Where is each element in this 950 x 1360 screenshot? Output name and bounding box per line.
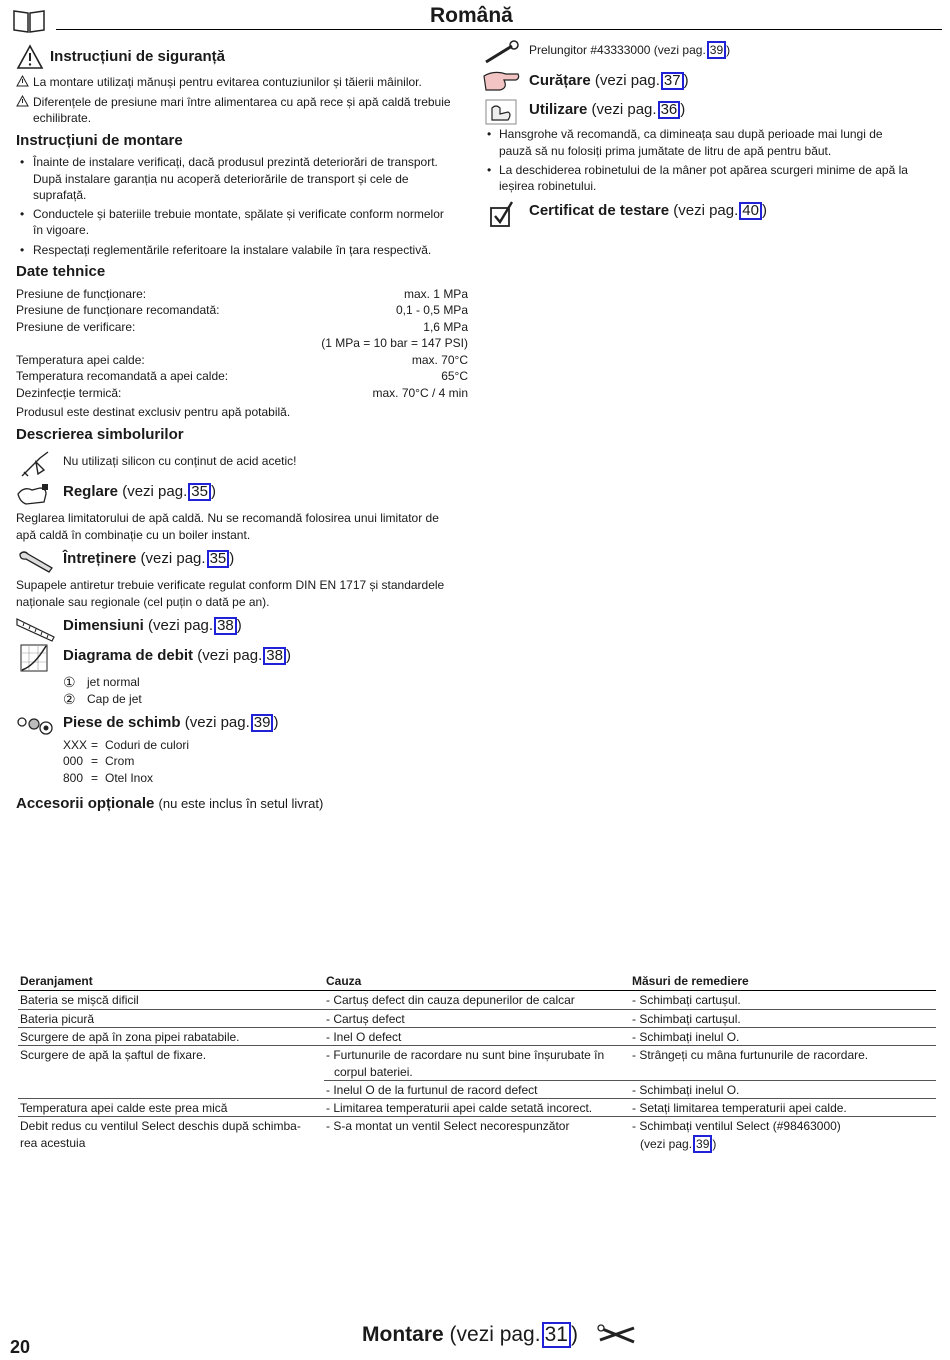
table-divider [18, 1009, 936, 1010]
table-cell: - Inel O defect [326, 1030, 402, 1044]
warning-icon [16, 75, 29, 92]
table-cell: - Schimbați cartușul. [632, 1012, 741, 1026]
parts-ref: (vezi pag. [184, 714, 250, 731]
clean-ref: (vezi pag. [594, 72, 660, 89]
paren: ) [712, 1137, 717, 1151]
flow-heading [63, 647, 291, 665]
maint-ref: (vezi pag. [140, 550, 206, 567]
spec-value: (1 MPa = 10 bar = 147 PSI) [321, 336, 468, 350]
cleaning-hand-icon [482, 68, 522, 101]
right-text: ieșirea robinetului. [499, 179, 597, 193]
flow-title: Diagrama de debit [63, 647, 194, 664]
spec-value: max. 70°C / 4 min [372, 386, 468, 400]
safety-item: La montare utilizați mănuși pentru evitarea contuziunilor și tăierii mâinilor. [33, 75, 422, 89]
table-cell: corpul bateriei. [334, 1065, 413, 1079]
table-cell: - S-a montat un ventil Select necorespunzător [326, 1119, 570, 1133]
spec-value: 0,1 - 0,5 MPa [395, 303, 468, 317]
right-text: Hansgrohe vă recomandă, ca dimineața sau după perioade mai lungi de [499, 127, 883, 141]
table-cell: - Schimbați inelul O. [632, 1083, 740, 1097]
parts-title: Piese de schimb [63, 714, 181, 731]
footer-heading [362, 1322, 578, 1348]
bullet: • [487, 163, 492, 177]
page-link[interactable]: 40 [739, 202, 762, 220]
paren: ) [210, 483, 216, 500]
spec-value: max. 70°C [411, 353, 468, 367]
symbols-title: Descrierea simbolurilor [16, 426, 184, 443]
use-ref: (vezi pag. [591, 101, 657, 118]
cert-heading [529, 202, 767, 220]
eq: = [91, 754, 99, 768]
warning-icon [16, 44, 44, 70]
table-cell: Scurgere de apă la șaftul de fixare. [20, 1048, 207, 1062]
table-cell: Debit redus cu ventilul Select deschis după schimba- [20, 1119, 301, 1133]
header-rule [56, 29, 942, 30]
spec-label: Temperatura recomandată a apei calde: [16, 369, 229, 383]
spec-label: Temperatura apei calde: [16, 353, 145, 367]
table-divider [18, 1045, 936, 1046]
adjust-ref: (vezi pag. [122, 483, 188, 500]
table-cell: - Setați limitarea temperaturii apei calde. [632, 1101, 847, 1115]
ext-text: Prelungitor #43333000 (vezi pag. [529, 43, 706, 57]
code: XXX [63, 738, 88, 752]
footer-title: Montare [362, 1323, 444, 1346]
ref-text: (vezi pag. [640, 1137, 693, 1151]
table-cell: - Strângeți cu mâna furtunurile de racordare. [632, 1048, 869, 1062]
warning-icon [16, 95, 29, 112]
table-cell: - Cartuș defect [326, 1012, 405, 1026]
code-name: Coduri de culori [105, 738, 190, 752]
flow-label: Cap de jet [87, 692, 142, 706]
page-link[interactable]: 37 [661, 72, 684, 90]
flow-num: ① [63, 674, 76, 690]
page-number: 20 [10, 1337, 31, 1357]
maint-text: naționale sau regionale (cel puțin o dată pe an). [16, 595, 270, 609]
table-cell: - Schimbați cartușul. [632, 993, 741, 1007]
table-cell [640, 1135, 716, 1153]
code-name: Crom [105, 754, 135, 768]
ext-line [529, 41, 730, 59]
page-link[interactable]: 39 [251, 714, 274, 732]
table-cell: Bateria picură [20, 1012, 95, 1026]
spec-row [16, 286, 468, 302]
flow-diagram-icon [20, 644, 48, 677]
parts-heading [63, 714, 278, 732]
use-title: Utilizare [529, 101, 588, 118]
maint-heading [63, 550, 234, 568]
tech-note: Produsul este destinat exclusiv pentru apă potabilă. [16, 405, 291, 419]
spec-row [16, 319, 468, 335]
column-header: Măsuri de remediere [632, 974, 749, 988]
paren: ) [570, 1323, 578, 1346]
cert-title: Certificat de testare [529, 202, 670, 219]
paren: ) [761, 202, 767, 219]
page-link[interactable]: 39 [693, 1135, 712, 1153]
column-header: Deranjament [20, 974, 93, 988]
footer-ref: (vezi pag. [449, 1323, 541, 1346]
eq: = [91, 738, 99, 752]
clean-heading [529, 72, 689, 90]
page-link[interactable]: 36 [658, 101, 681, 119]
bullet: • [20, 155, 25, 169]
dims-heading [63, 617, 242, 635]
right-text: La deschiderea robinetului de la mâner pot apărea scurgeri minime de apă la [499, 163, 908, 177]
book-icon [12, 8, 46, 34]
page-title: Română [430, 4, 513, 27]
cert-ref: (vezi pag. [673, 202, 739, 219]
code-name: Otel Inox [105, 771, 154, 785]
mounting-text: Respectați reglementările referitoare la instalare valabile în țara respectivă. [33, 243, 432, 257]
use-heading [529, 101, 685, 119]
acc-title: Accesorii opționale [16, 795, 155, 812]
page-link[interactable]: 31 [542, 1322, 571, 1348]
paren: ) [680, 101, 686, 118]
eq: = [91, 771, 99, 785]
paren: ) [683, 72, 689, 89]
table-cell: - Schimbați ventilul Select (#98463000) [632, 1119, 841, 1133]
safety-title: Instrucțiuni de siguranță [50, 48, 226, 65]
safety-item: echilibrate. [33, 111, 92, 125]
extension-icon [484, 40, 520, 71]
code-row [63, 753, 134, 770]
maint-text: Supapele antiretur trebuie verificate regulat conform DIN EN 1717 și standardele [16, 578, 445, 592]
table-cell: - Inelul O de la furtunul de racord defect [326, 1083, 538, 1097]
mounting-text: Înainte de instalare verificați, dacă produsul prezintă deteriorări de transport. [33, 155, 438, 169]
table-cell: - Cartuș defect din cauza depunerilor de calcar [326, 993, 575, 1007]
spec-value: 65°C [441, 369, 468, 383]
paren: ) [229, 550, 235, 567]
certificate-icon [490, 200, 514, 233]
tools-icon [596, 1320, 638, 1355]
spec-label: Presiune de funcționare: [16, 287, 147, 301]
dims-title: Dimensiuni [63, 617, 144, 634]
table-cell: - Schimbați inelul O. [632, 1030, 740, 1044]
right-text: pauză să nu folosiți prima jumătate de litru de apă pentru băut. [499, 144, 832, 158]
paren: ) [236, 617, 242, 634]
spec-row [16, 385, 468, 401]
spec-value: max. 1 MPa [403, 287, 468, 301]
clean-title: Curățare [529, 72, 591, 89]
tech-title: Date tehnice [16, 263, 106, 280]
table-cell: Temperatura apei calde este prea mică [20, 1101, 228, 1115]
adjust-title: Reglare [63, 483, 119, 500]
maint-title: Întreținere [63, 550, 137, 567]
bullet: • [20, 207, 25, 221]
code: 800 [63, 771, 84, 785]
adjust-hand-icon [16, 480, 52, 513]
page-link[interactable]: 38 [263, 647, 286, 665]
safety-item: Diferențele de presiune mari între alimentarea cu apă rece și apă caldă trebuie [33, 95, 451, 109]
dims-ref: (vezi pag. [148, 617, 214, 634]
table-cell: rea acestuia [20, 1136, 86, 1150]
code-row [63, 770, 153, 787]
code-row [63, 737, 189, 754]
table-cell: Bateria se mișcă dificil [20, 993, 139, 1007]
paren: ) [726, 43, 731, 57]
spec-label: Presiune de funcționare recomandată: [16, 303, 220, 317]
spec-row [16, 335, 468, 351]
mounting-title: Instrucțiuni de montare [16, 132, 183, 149]
adjust-text: Reglarea limitatorului de apă caldă. Nu se recomandă folosirea unui limitator de [16, 511, 439, 525]
flow-ref: (vezi pag. [197, 647, 263, 664]
column-header: Cauza [326, 974, 362, 988]
paren: ) [285, 647, 291, 664]
spec-row [16, 368, 468, 384]
silicon-note: Nu utilizați silicon cu conținut de acid acetic! [63, 454, 297, 468]
page-link[interactable]: 35 [207, 550, 230, 568]
mounting-text: După instalare garanția nu acoperă deteriorările de transport și cele de [33, 172, 409, 186]
table-divider [18, 1116, 936, 1117]
page-link[interactable]: 39 [707, 41, 726, 59]
page-link[interactable]: 35 [188, 483, 211, 501]
ruler-icon [16, 617, 56, 648]
mounting-text: în vigoare. [33, 223, 90, 237]
adjust-heading [63, 483, 216, 501]
table-cell: - Limitarea temperaturii apei calde setată incorect. [326, 1101, 593, 1115]
table-cell: - Furtunurile de racordare nu sunt bine înșurubate în [326, 1048, 605, 1062]
mounting-text: suprafață. [33, 188, 87, 202]
code: 000 [63, 754, 84, 768]
spec-row [16, 352, 468, 368]
bullet: • [20, 243, 25, 257]
bullet: • [487, 127, 492, 141]
table-divider [18, 1027, 936, 1028]
parts-icon [16, 712, 56, 743]
spec-label: Dezinfecție termică: [16, 386, 122, 400]
table-divider [18, 990, 936, 991]
mounting-text: Conductele și bateriile trebuie montate, spălate și verificate conform normelor [33, 207, 444, 221]
flow-num: ② [63, 691, 76, 707]
table-divider [324, 1080, 936, 1081]
spec-value: 1,6 MPa [423, 320, 468, 334]
accessories-heading [16, 796, 323, 813]
page-link[interactable]: 38 [214, 617, 237, 635]
spec-label: Presiune de verificare: [16, 320, 136, 334]
adjust-text: apă caldă în combinație cu un boiler instant. [16, 528, 251, 542]
flow-label: jet normal [87, 675, 140, 689]
acc-rest: (nu este inclus în setul livrat) [158, 796, 324, 811]
table-divider [18, 1098, 936, 1099]
spec-row [16, 302, 468, 318]
table-cell: Scurgere de apă în zona pipei rabatabile. [20, 1030, 240, 1044]
paren: ) [273, 714, 279, 731]
wrench-icon [16, 548, 56, 579]
